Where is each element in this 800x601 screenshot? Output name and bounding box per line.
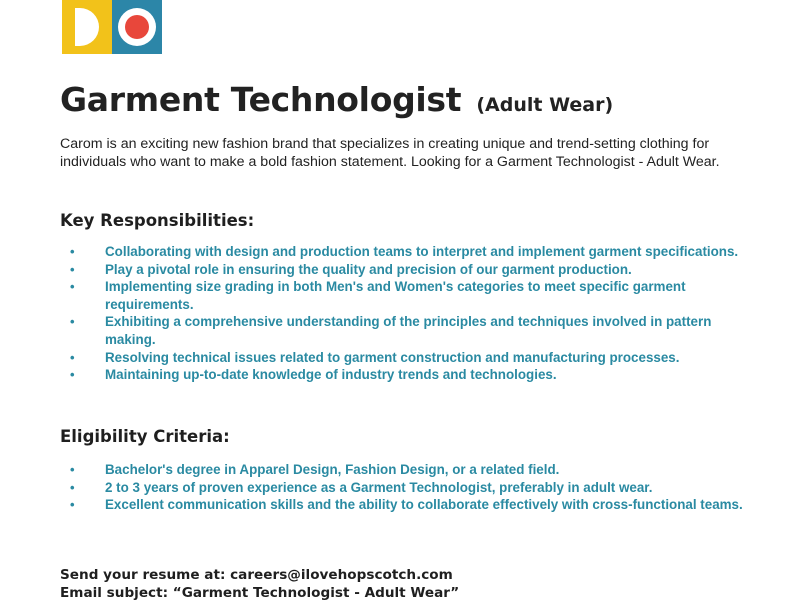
logo-o-center <box>125 15 149 39</box>
logo-d-shape <box>75 8 99 46</box>
responsibilities-heading: Key Responsibilities: <box>60 211 255 230</box>
eligibility-item <box>70 461 750 479</box>
bullet-icon: • <box>70 261 75 277</box>
responsibility-item <box>70 243 750 261</box>
eligibility-item <box>70 496 750 514</box>
responsibility-item <box>70 349 750 367</box>
bullet-icon: • <box>70 244 75 259</box>
bullet-icon: • <box>70 479 75 495</box>
job-title-sub: (Adult Wear) <box>476 94 614 116</box>
email-subject-line: Email subject: “Garment Technologist - Adult Wear” <box>60 585 460 601</box>
bullet-icon: • <box>70 367 75 383</box>
job-title <box>60 80 613 119</box>
bullet-icon: • <box>70 349 75 365</box>
eligibility-list <box>70 461 750 514</box>
responsibility-text: Collaborating with design and production teams to interpret and implement garment specifications. <box>105 244 739 259</box>
responsibility-text: Resolving technical issues related to garment construction and manufacturing processes. <box>105 349 680 365</box>
responsibility-item <box>70 261 750 279</box>
responsibility-item <box>70 313 750 348</box>
resume-contact-line: Send your resume at: careers@ilovehopscotch.com <box>60 567 453 583</box>
logo-o-tile <box>112 0 162 54</box>
job-title-main: Garment Technologist <box>60 80 462 119</box>
responsibility-item <box>70 278 750 313</box>
bullet-icon: • <box>70 279 75 295</box>
intro-paragraph: Carom is an exciting new fashion brand that specializes in creating unique and trend-setting clothing for individuals who want to make a bold fashion statement. Looking for a Garment Technologist - Adult Wear. <box>60 136 720 170</box>
eligibility-text: Bachelor's degree in Apparel Design, Fashion Design, or a related field. <box>105 462 560 477</box>
bullet-icon: • <box>70 314 75 330</box>
responsibility-text: Implementing size grading in both Men's and Women's categories to meet specific garment requirements. <box>105 279 686 312</box>
responsibilities-list <box>70 243 750 384</box>
responsibility-text: Play a pivotal role in ensuring the quality and precision of our garment production. <box>105 261 632 277</box>
eligibility-text: Excellent communication skills and the ability to collaborate effectively with cross-functional teams. <box>105 497 743 513</box>
bullet-icon: • <box>70 497 75 513</box>
logo-d-tile <box>62 0 112 54</box>
eligibility-heading: Eligibility Criteria: <box>60 427 230 446</box>
eligibility-item <box>70 479 750 497</box>
responsibility-item <box>70 366 750 384</box>
brand-logo <box>62 0 162 54</box>
eligibility-text: 2 to 3 years of proven experience as a Garment Technologist, preferably in adult wear. <box>105 479 653 495</box>
responsibility-text: Maintaining up-to-date knowledge of industry trends and technologies. <box>105 367 557 383</box>
bullet-icon: • <box>70 462 75 477</box>
responsibility-text: Exhibiting a comprehensive understanding of the principles and techniques involved in pattern making. <box>105 314 712 347</box>
